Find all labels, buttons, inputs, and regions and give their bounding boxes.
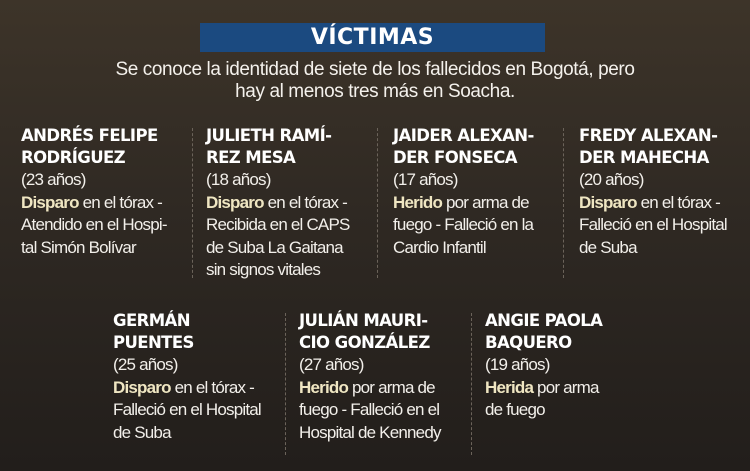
cause-highlight: Disparo xyxy=(579,192,637,212)
column-divider xyxy=(471,313,472,455)
victim-name: ANGIE PAOLA BAQUERO xyxy=(485,311,603,352)
victim-name: JULIÁN MAURI- CIO GONZÁLEZ xyxy=(299,311,430,352)
victim-card: JULIETH RAMÍ- REZ MESA (18 años) Disparo en el tórax - Recibida en el CAPS de Suba La Gaitana sin signos vitales xyxy=(206,125,376,282)
cause-highlight: Herido xyxy=(299,377,349,397)
victim-detail: Disparo en el tórax - xyxy=(21,192,163,212)
victim-card: FREDY ALEXAN- DER MAHECHA (20 años) Disparo en el tórax - Falleció en el Hospital de Suba xyxy=(579,125,749,259)
victim-card: JULIÁN MAURI- CIO GONZÁLEZ (27 años) Herido por arma de fuego - Falleció en el Hospital de Kennedy xyxy=(299,310,469,444)
victim-card: ANGIE PAOLA BAQUERO (19 años) Herida por arma de fuego xyxy=(485,310,655,422)
victim-age: (19 años) xyxy=(485,355,550,374)
victim-detail: Disparo en el tórax - xyxy=(113,377,255,397)
victim-detail: Herida por arma xyxy=(485,377,599,397)
victim-detail: Herido por arma de xyxy=(393,192,529,212)
victim-detail: Herido por arma de xyxy=(299,377,435,397)
victim-detail: Disparo en el tórax - xyxy=(206,192,348,212)
victim-age: (27 años) xyxy=(299,355,364,374)
cause-highlight: Disparo xyxy=(113,377,171,397)
subtitle-line-2: hay al menos tres más en Soacha. xyxy=(235,81,515,102)
subtitle-line-1: Se conoce la identidad de siete de los fallecidos en Bogotá, pero xyxy=(115,59,635,80)
victim-age: (23 años) xyxy=(21,170,86,189)
page-title: VÍCTIMAS xyxy=(310,25,435,50)
title-banner xyxy=(200,23,545,52)
cause-highlight: Herida xyxy=(485,377,534,397)
victim-card: JAIDER ALEXAN- DER FONSECA (17 años) Herido por arma de fuego - Falleció en la Cardio Infantil xyxy=(393,125,563,259)
victim-card: ANDRÉS FELIPE RODRÍGUEZ (23 años) Disparo en el tórax - Atendido en el Hospi- tal Simón Bolívar xyxy=(21,125,191,259)
victim-name: ANDRÉS FELIPE RODRÍGUEZ xyxy=(21,126,158,167)
column-divider xyxy=(285,313,286,455)
subtitle xyxy=(0,59,750,103)
column-divider xyxy=(563,128,564,278)
victim-card: GERMÁN PUENTES (25 años) Disparo en el tórax - Falleció en el Hospital de Suba xyxy=(113,310,283,444)
victim-detail: Disparo en el tórax - xyxy=(579,192,721,212)
victim-age: (18 años) xyxy=(206,170,271,189)
victim-age: (20 años) xyxy=(579,170,644,189)
victim-name: JAIDER ALEXAN- DER FONSECA xyxy=(393,126,534,167)
victim-name: GERMÁN PUENTES xyxy=(113,311,194,352)
victim-name: JULIETH RAMÍ- REZ MESA xyxy=(206,126,332,167)
column-divider xyxy=(192,128,193,278)
victim-age: (25 años) xyxy=(113,355,178,374)
victim-name: FREDY ALEXAN- DER MAHECHA xyxy=(579,126,718,167)
column-divider xyxy=(377,128,378,278)
cause-highlight: Disparo xyxy=(21,192,79,212)
victim-age: (17 años) xyxy=(393,170,458,189)
cause-highlight: Disparo xyxy=(206,192,264,212)
cause-highlight: Herido xyxy=(393,192,443,212)
